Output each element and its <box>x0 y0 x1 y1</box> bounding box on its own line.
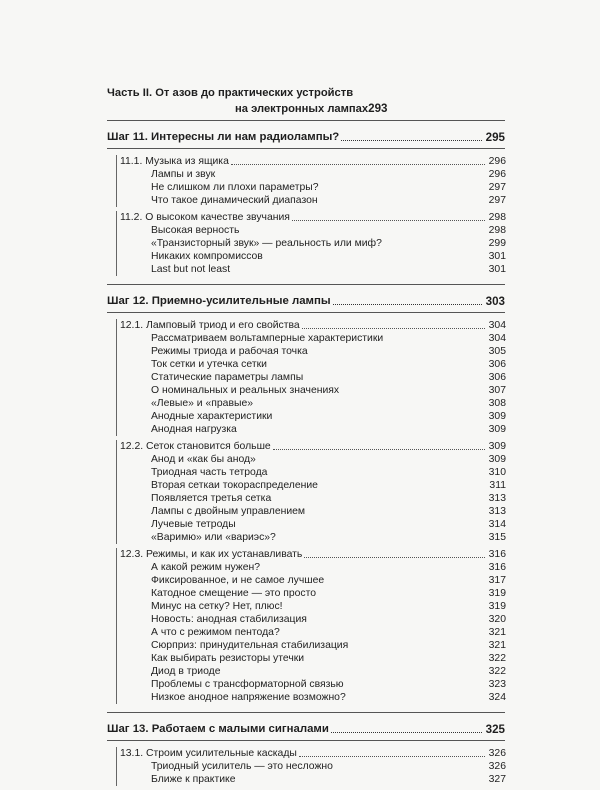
leader <box>265 259 485 260</box>
step-heading-title: Шаг 12. Приемно-усилительные лампы <box>107 295 331 307</box>
subsection-entry <box>151 760 506 773</box>
subsection-entry-page: 317 <box>488 575 506 586</box>
subsection-entry-page: 326 <box>488 761 506 772</box>
section-group <box>116 440 505 544</box>
subsection-entry-title: Фиксированное, и не самое лучшее <box>151 575 325 586</box>
leader <box>310 354 485 355</box>
subsection-entry <box>151 639 506 652</box>
subsection-entry <box>151 665 506 678</box>
leader <box>217 177 484 178</box>
spacer <box>107 704 505 708</box>
subsection-entry-title: Минус на сетку? Нет, плюс! <box>151 601 283 612</box>
subsection-entry-page: 320 <box>488 614 506 625</box>
subsection-entry-title: Ток сетки и утечка сетки <box>151 359 267 370</box>
subsection-entry-page: 327 <box>488 774 506 785</box>
subsection-entry-title: «Варимю» или «вариэс»? <box>151 532 276 543</box>
step-heading-title: Шаг 11. Интересны ли нам радиолампы? <box>107 131 340 143</box>
subsection-entry-title: Лампы и звук <box>151 169 216 180</box>
subsection-entry <box>151 561 506 574</box>
section-entry <box>120 440 506 453</box>
leader <box>292 219 485 221</box>
step-heading <box>107 291 505 308</box>
leader <box>318 596 485 597</box>
subsection-entry <box>151 587 506 600</box>
subsection-entry-page: 308 <box>488 398 506 409</box>
leader <box>273 501 484 502</box>
leader <box>274 419 484 420</box>
subsection-entry-title: Триодный усилитель — это несложно <box>151 761 333 772</box>
table-of-contents <box>107 86 505 790</box>
subsection-entry-title: Триодная часть тетрода <box>151 467 268 478</box>
subsection-entry-title: Сюрприз: принудительная стабилизация <box>151 640 349 651</box>
step-heading-page: 325 <box>485 723 505 736</box>
section-entry <box>120 211 506 224</box>
section-group <box>116 155 505 207</box>
subsection-entry-title: «Левые» и «правые» <box>151 398 254 409</box>
subsection-entry-title: Как выбирать резисторы утечки <box>151 653 305 664</box>
section-entry-page: 296 <box>488 156 506 167</box>
subsection-entry-title: Рассматриваем вольтамперные характеристики <box>151 333 384 344</box>
subsection-entry <box>151 332 506 345</box>
subsection-entry <box>151 168 506 181</box>
spacer <box>107 786 505 790</box>
subsection-entry-title: Last but not least <box>151 264 231 275</box>
leader <box>320 190 484 191</box>
subsection-entry <box>151 600 506 613</box>
section-entry-title: 12.3. Режимы, и как их устанавливать <box>120 549 303 560</box>
section-entry-page: 298 <box>488 212 506 223</box>
subsection-entry-title: «Транзисторный звук» — реальность или миф? <box>151 238 382 249</box>
subsection-entry-page: 297 <box>488 195 506 206</box>
subsection-entry-title: Режимы триода и рабочая точка <box>151 346 308 357</box>
subsection-entry <box>151 531 506 544</box>
leader <box>239 432 485 433</box>
subsection-entry <box>151 237 506 250</box>
subsection-entry-page: 296 <box>488 169 506 180</box>
subsection-entry-page: 313 <box>488 506 506 517</box>
subsection-entry-page: 297 <box>488 182 506 193</box>
leader <box>307 514 485 515</box>
subsection-entry-title: Лучевые тетроды <box>151 519 236 530</box>
subsection-entry <box>151 613 506 626</box>
subsection-entry-title: Никаких компромиссов <box>151 251 263 262</box>
leader <box>255 406 485 407</box>
leader <box>258 462 485 463</box>
subsection-entry <box>151 410 506 423</box>
subsection-entry <box>151 358 506 371</box>
section-entry <box>120 319 506 332</box>
leader <box>348 700 485 701</box>
subsection-entry-page: 307 <box>488 385 506 396</box>
subsection-entry-page: 309 <box>488 454 506 465</box>
subsection-entry-title: Диод в триоде <box>151 666 221 677</box>
subsection-entry <box>151 492 506 505</box>
leader <box>306 661 485 662</box>
subsection-entry-page: 319 <box>488 601 506 612</box>
leader <box>384 246 485 247</box>
section-group <box>116 211 505 276</box>
section-entry-page: 316 <box>488 549 506 560</box>
subsection-entry <box>151 678 506 691</box>
subsection-entry <box>151 479 506 492</box>
subsection-entry-page: 298 <box>488 225 506 236</box>
subsection-entry <box>151 505 506 518</box>
subsection-entry-title: Статические параметры лампы <box>151 372 304 383</box>
subsection-entry <box>151 224 506 237</box>
part-title-line2: на электронных лампах <box>235 103 369 115</box>
subsection-entry-title: Анод и «как бы анод» <box>151 454 256 465</box>
section-entry-page: 309 <box>488 441 506 452</box>
leader <box>282 635 485 636</box>
section-entry-title: 11.1. Музыка из ящика <box>120 156 229 167</box>
section-entry-page: 304 <box>488 320 506 331</box>
leader <box>320 488 485 489</box>
subsection-entry-page: 314 <box>488 519 506 530</box>
section-entry-title: 13.1. Строим усилительные каскады <box>120 748 297 759</box>
subsection-entry-page: 324 <box>488 692 506 703</box>
leader <box>237 782 484 783</box>
subsection-entry <box>151 773 506 786</box>
step-heading <box>107 719 505 736</box>
divider-line <box>107 148 505 149</box>
leader <box>333 303 482 305</box>
leader <box>232 272 485 273</box>
leader <box>299 755 485 757</box>
leader <box>241 233 484 234</box>
part-title-row <box>107 100 505 116</box>
subsection-entry-title: Появляется третья сетка <box>151 493 272 504</box>
subsection-entry <box>151 466 506 479</box>
subsection-entry-page: 309 <box>488 411 506 422</box>
divider-line <box>107 284 505 285</box>
subsection-entry-title: Вторая сеткаи токораспределение <box>151 480 318 491</box>
leader <box>385 341 484 342</box>
subsection-entry-title: Что такое динамический диапазон <box>151 195 318 206</box>
subsection-entry-page: 306 <box>488 372 506 383</box>
subsection-entry <box>151 691 506 704</box>
subsection-entry-title: Проблемы с трансформаторной связью <box>151 679 344 690</box>
leader <box>269 475 484 476</box>
subsection-entry-page: 323 <box>488 679 506 690</box>
subsection-entry <box>151 518 506 531</box>
leader <box>341 139 481 141</box>
subsection-entry <box>151 574 506 587</box>
subsection-entry-page: 305 <box>488 346 506 357</box>
leader <box>273 448 485 450</box>
divider-line <box>107 712 505 713</box>
leader <box>285 609 485 610</box>
section-entry <box>120 155 506 168</box>
leader <box>341 393 485 394</box>
section-entry <box>120 747 506 760</box>
subsection-entry-page: 301 <box>488 264 506 275</box>
subsection-entry-title: Новость: анодная стабилизация <box>151 614 307 625</box>
spacer <box>107 276 505 280</box>
subsection-entry-page: 306 <box>488 359 506 370</box>
subsection-entry-page: 310 <box>488 467 506 478</box>
divider-line <box>107 312 505 313</box>
step-heading-title: Шаг 13. Работаем с малыми сигналами <box>107 723 329 735</box>
section-entry-page: 326 <box>488 748 506 759</box>
subsection-entry-title: О номинальных и реальных значениях <box>151 385 340 396</box>
section-entry <box>120 548 506 561</box>
section-entry-title: 11.2. О высоком качестве звучания <box>120 212 290 223</box>
subsection-entry <box>151 345 506 358</box>
subsection-entry <box>151 263 506 276</box>
subsection-entry <box>151 181 506 194</box>
leader <box>331 731 482 733</box>
subsection-entry-page: 301 <box>488 251 506 262</box>
subsection-entry-title: А какой режим нужен? <box>151 562 261 573</box>
leader <box>302 327 485 329</box>
subsection-entry <box>151 453 506 466</box>
divider-line <box>107 740 505 741</box>
subsection-entry-page: 311 <box>489 480 506 491</box>
section-group <box>116 747 505 786</box>
leader <box>335 769 485 770</box>
leader <box>269 367 485 368</box>
subsection-entry <box>151 397 506 410</box>
subsection-entry <box>151 384 506 397</box>
subsection-entry-title: Высокая верность <box>151 225 240 236</box>
part-title-line1: Часть II. От азов до практических устройств <box>107 87 354 99</box>
section-group <box>116 548 505 704</box>
section-entry-title: 12.2. Сеток становится больше <box>120 441 271 452</box>
leader <box>346 687 485 688</box>
subsection-entry-page: 322 <box>488 653 506 664</box>
leader <box>320 203 485 204</box>
section-group <box>116 319 505 436</box>
leader <box>262 570 485 571</box>
divider-line <box>107 120 505 121</box>
subsection-entry-page: 315 <box>488 532 506 543</box>
steps-container <box>107 120 505 790</box>
leader <box>350 648 484 649</box>
subsection-entry-title: А что с режимом пентода? <box>151 627 280 638</box>
subsection-entry-page: 313 <box>488 493 506 504</box>
part-heading <box>107 86 505 116</box>
subsection-entry <box>151 250 506 263</box>
leader <box>278 540 485 541</box>
subsection-entry-title: Не слишком ли плохи параметры? <box>151 182 319 193</box>
subsection-entry-page: 304 <box>488 333 506 344</box>
leader <box>326 583 485 584</box>
subsection-entry-title: Ближе к практике <box>151 774 236 785</box>
step-heading-page: 303 <box>485 295 505 308</box>
subsection-entry <box>151 194 506 207</box>
subsection-entry-page: 299 <box>488 238 506 249</box>
subsection-entry-title: Низкое анодное напряжение возможно? <box>151 692 346 703</box>
subsection-entry-title: Анодная нагрузка <box>151 424 237 435</box>
part-page: 293 <box>368 102 388 115</box>
leader <box>304 556 484 558</box>
leader <box>231 163 485 165</box>
subsection-entry <box>151 626 506 639</box>
section-entry-title: 12.1. Ламповый триод и его свойства <box>120 320 300 331</box>
subsection-entry <box>151 423 506 436</box>
step-heading-page: 295 <box>485 131 505 144</box>
subsection-entry-page: 322 <box>488 666 506 677</box>
subsection-entry <box>151 371 506 384</box>
subsection-entry-title: Анодные характеристики <box>151 411 273 422</box>
subsection-entry-title: Катодное смещение — это просто <box>151 588 317 599</box>
subsection-entry <box>151 652 506 665</box>
subsection-entry-page: 309 <box>488 424 506 435</box>
subsection-entry-page: 321 <box>488 627 506 638</box>
step-heading <box>107 127 505 144</box>
leader <box>222 674 484 675</box>
leader <box>309 622 485 623</box>
leader <box>305 380 484 381</box>
subsection-entry-title: Лампы с двойным управлением <box>151 506 306 517</box>
subsection-entry-page: 319 <box>488 588 506 599</box>
leader <box>238 527 485 528</box>
subsection-entry-page: 316 <box>488 562 506 573</box>
subsection-entry-page: 321 <box>488 640 506 651</box>
